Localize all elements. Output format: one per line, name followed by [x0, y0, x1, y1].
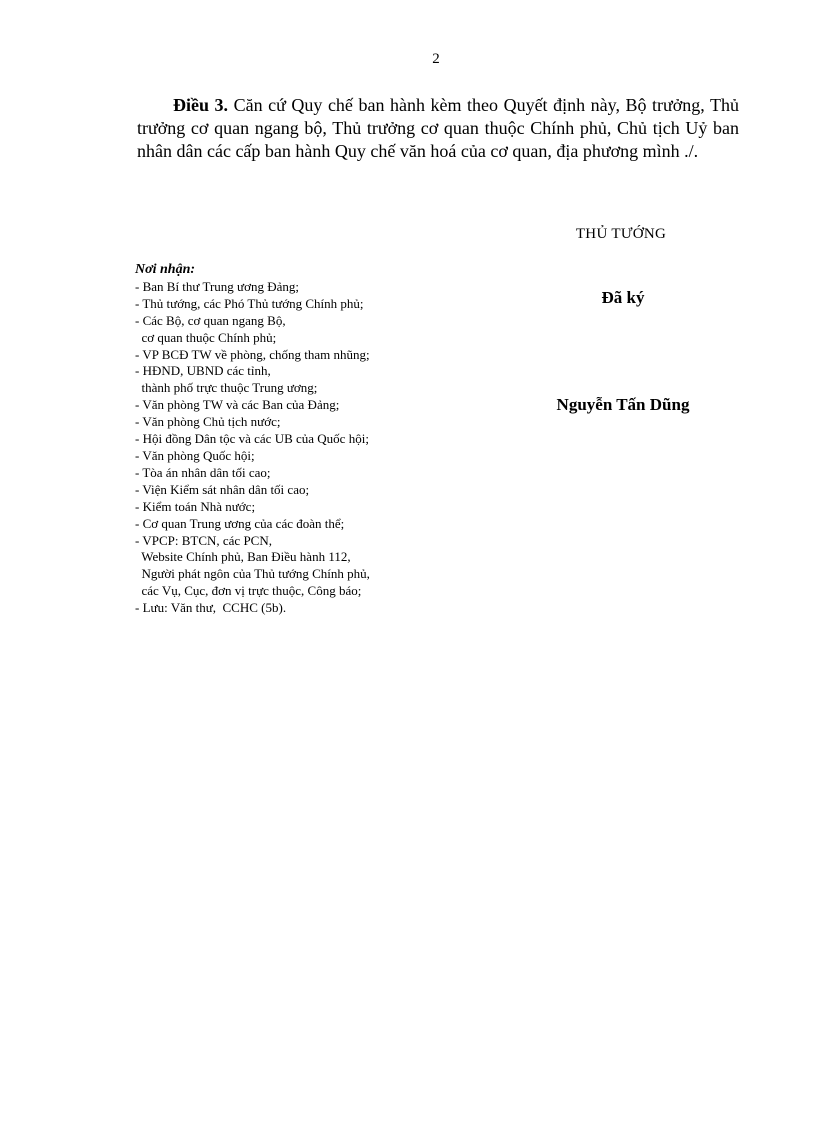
- recipient-line: - Lưu: Văn thư, CCHC (5b).: [135, 600, 287, 616]
- article-heading: Điều 3.: [173, 95, 229, 115]
- recipient-line: - Cơ quan Trung ương của các đoàn thể;: [135, 515, 345, 531]
- page-number: 2: [432, 51, 440, 67]
- recipient-line: các Vụ, Cục, đơn vị trực thuộc, Công báo;: [135, 583, 362, 599]
- recipient-line: - HĐND, UBND các tỉnh,: [135, 363, 271, 379]
- article-text: Căn cứ Quy chế ban hành kèm theo Quyết định này, Bộ trưởng, Thủ trưởng cơ quan ngang bộ, Thủ trưởng cơ quan thuộc Chính phủ, Chủ tịch Uỷ ban nhân dân các cấp ban hành Quy chế văn hoá của cơ quan, địa phương mình ./.: [137, 95, 740, 161]
- recipient-line: - Tòa án nhân dân tối cao;: [135, 464, 271, 480]
- recipient-list: [135, 279, 435, 617]
- recipient-line: Người phát ngôn của Thủ tướng Chính phủ,: [135, 566, 370, 582]
- recipient-line: thành phố trực thuộc Trung ương;: [135, 380, 318, 396]
- recipient-line: - Kiểm toán Nhà nước;: [135, 498, 256, 514]
- signature-status: Đã ký: [601, 288, 645, 307]
- recipient-line: - Ban Bí thư Trung ương Đảng;: [135, 278, 299, 294]
- recipient-line: - Thủ tướng, các Phó Thủ tướng Chính phủ;: [135, 295, 364, 311]
- signature-title: THỦ TƯỚNG: [575, 226, 667, 242]
- recipient-line: - Văn phòng Quốc hội;: [135, 447, 255, 463]
- recipient-line: - Viện Kiểm sát nhân dân tối cao;: [135, 481, 310, 497]
- recipients-heading: Nơi nhận:: [135, 262, 196, 277]
- recipient-line: Website Chính phủ, Ban Điều hành 112,: [135, 549, 351, 565]
- recipients-block: [135, 262, 435, 617]
- recipient-line: - VP BCĐ TW về phòng, chống tham nhũng;: [135, 346, 370, 362]
- article-3: [137, 94, 739, 163]
- article-paragraph: [137, 94, 739, 163]
- signer-name: Nguyễn Tấn Dũng: [556, 395, 690, 414]
- recipient-line: - Các Bộ, cơ quan ngang Bộ,: [135, 312, 286, 328]
- recipient-line: cơ quan thuộc Chính phủ;: [135, 329, 277, 345]
- recipient-line: - VPCP: BTCN, các PCN,: [135, 532, 272, 548]
- recipient-line: - Văn phòng Chủ tịch nước;: [135, 414, 281, 430]
- recipient-line: - Hội đồng Dân tộc và các UB của Quốc hội;: [135, 431, 369, 447]
- recipient-line: - Văn phòng TW và các Ban của Đảng;: [135, 397, 340, 413]
